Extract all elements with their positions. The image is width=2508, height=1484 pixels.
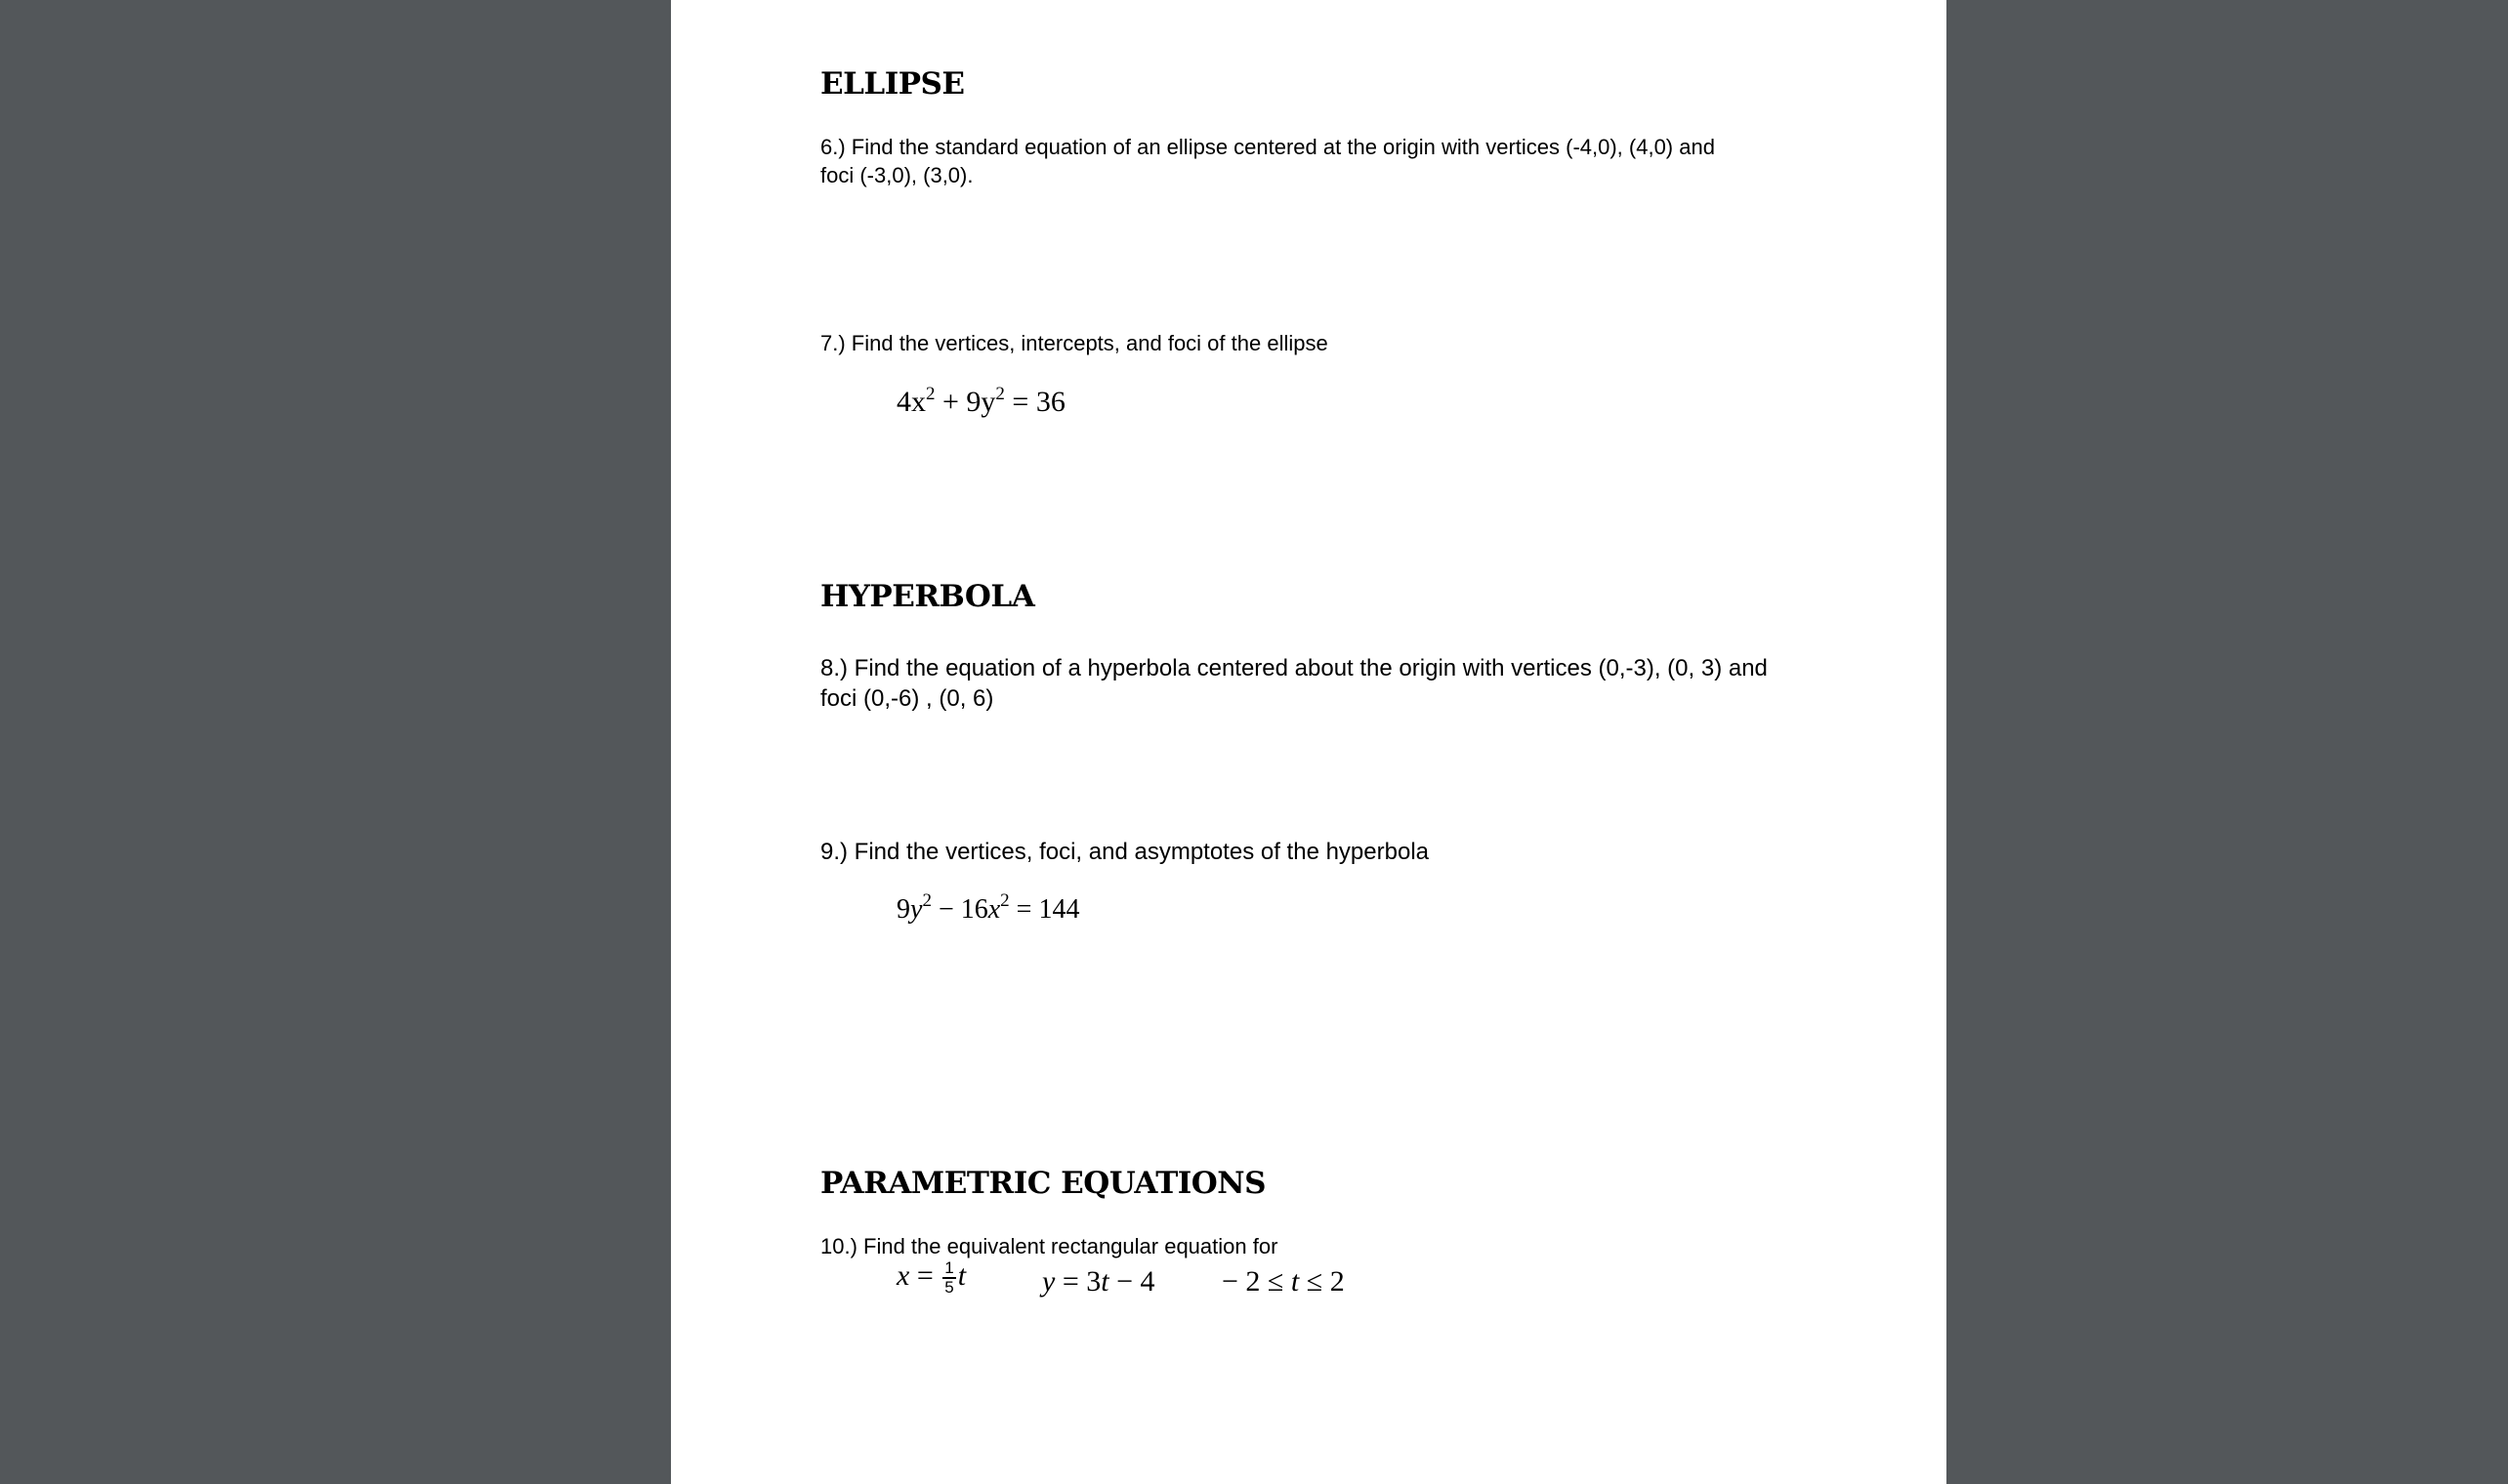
ellipse-equation (897, 386, 1066, 419)
eq-exponent: 2 (1000, 890, 1010, 911)
eq-exponent: 2 (995, 384, 1005, 404)
parametric-x-equation (897, 1259, 966, 1297)
eq-term: = 3 (1055, 1265, 1102, 1298)
eq-variable: x (987, 894, 1001, 925)
eq-term: = (909, 1259, 941, 1292)
section-heading-parametric: PARAMETRIC EQUATIONS (820, 1166, 1267, 1201)
question-6-line-2: foci (-3,0), (3,0). (820, 163, 974, 187)
eq-term: 9 (897, 894, 910, 925)
hyperbola-equation (897, 890, 1080, 926)
question-8-line-1: 8.) Find the equation of a hyperbola centered about the origin with vertices (0,-3), (0, 3) and (820, 655, 1768, 681)
question-8-line-2: foci (0,-6) , (0, 6) (820, 685, 994, 712)
section-heading-hyperbola: HYPERBOLA (820, 579, 1035, 614)
eq-term: − 4 (1108, 1265, 1155, 1298)
eq-variable: t (957, 1259, 967, 1292)
eq-variable: t (1101, 1265, 1109, 1298)
question-10-text: 10.) Find the equivalent rectangular equation for (820, 1234, 1278, 1258)
eq-term: 4x (897, 386, 926, 418)
eq-exponent: 2 (922, 890, 932, 911)
eq-variable: t (1290, 1265, 1300, 1298)
parametric-y-equation (1042, 1265, 1155, 1298)
eq-term: − 16 (931, 894, 988, 925)
fraction-denominator: 5 (944, 1278, 954, 1298)
eq-exponent: 2 (926, 384, 936, 404)
question-7-text: 7.) Find the vertices, intercepts, and foci of the ellipse (820, 331, 1328, 355)
eq-term: + 9y (935, 386, 996, 418)
eq-variable: y (910, 894, 923, 925)
eq-term: = 144 (1009, 894, 1080, 925)
section-heading-ellipse: ELLIPSE (820, 66, 965, 102)
question-9-text: 9.) Find the vertices, foci, and asymptotes of the hyperbola (820, 839, 1429, 865)
eq-term: − 2 ≤ (1222, 1265, 1291, 1298)
document-page (671, 0, 1946, 1484)
question-6-line-1: 6.) Find the standard equation of an ellipse centered at the origin with vertices (-4,0), (4,0) and (820, 135, 1715, 159)
parametric-t-range (1222, 1265, 1345, 1298)
eq-variable: x (897, 1259, 910, 1292)
eq-term: ≤ 2 (1299, 1265, 1345, 1298)
eq-variable: y (1042, 1265, 1056, 1298)
fraction-numerator: 1 (944, 1258, 954, 1278)
eq-term: = 36 (1004, 386, 1066, 418)
fraction (942, 1259, 955, 1297)
